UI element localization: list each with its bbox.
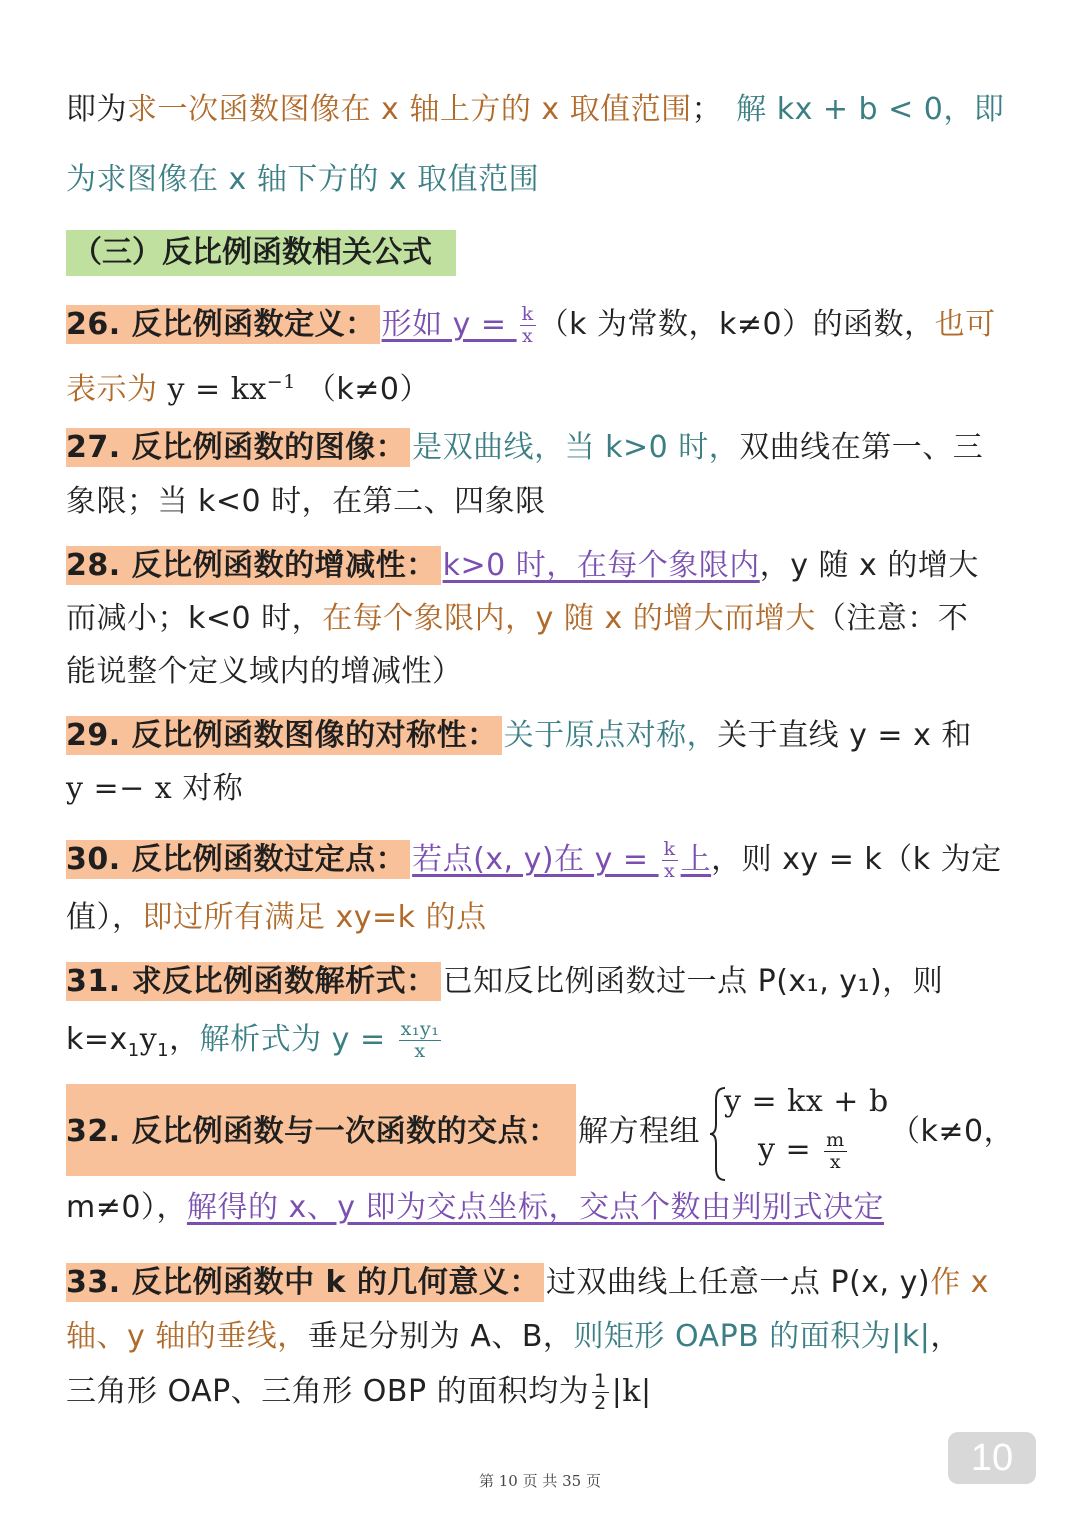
formula-31-title: 31. 求反比例函数解析式：	[66, 962, 441, 1001]
formula-30-point-text: 若点(x, y)在 y =	[412, 842, 659, 877]
formula-33-text-c: 轴、y 轴的垂线，	[66, 1319, 308, 1354]
formula-28-text-e: （注意：不	[815, 601, 969, 636]
subscript: 1	[127, 1040, 140, 1061]
formula-31-expr-text: 解析式为 y =	[199, 1022, 396, 1057]
intro-text: 即为	[66, 92, 127, 127]
formula-32-condition: （k≠0，	[890, 1114, 1015, 1149]
formula-33-fraction	[592, 1372, 609, 1413]
formula-30-line-2	[66, 896, 487, 940]
formula-26-condition: （k 为常数，k≠0）的函数，	[538, 307, 935, 342]
formula-26-line-2	[66, 360, 430, 412]
formula-28-title: 28. 反比例函数的增减性：	[66, 546, 441, 585]
formula-33-text-a: 过双曲线上任意一点 P(x, y)	[545, 1265, 931, 1300]
formula-26-alt-condition: （k≠0）	[295, 372, 430, 407]
formula-27-line-2: 象限；当 k<0 时，在第二、四象限	[66, 484, 546, 519]
formula-29-line-2: y =− x 对称	[66, 771, 244, 806]
formula-30-point	[412, 838, 712, 882]
formula-29-title: 29. 反比例函数图像的对称性：	[66, 716, 502, 755]
section-title: （三）反比例函数相关公式	[66, 230, 456, 276]
formula-27-title: 27. 反比例函数的图像：	[66, 428, 410, 467]
formula-30-line-1	[66, 838, 1002, 882]
formula-26-exponent: −1	[266, 371, 296, 393]
formula-33-abs-k: |k|	[611, 1374, 652, 1409]
formula-27-text-b: 双曲线在第一、三	[739, 430, 984, 465]
formula-32-fraction	[824, 1128, 847, 1173]
formula-26-expr-text: y = kx	[157, 372, 267, 407]
intro-highlight-text: 求一次函数图像在 x 轴上方的 x 取值范围	[127, 92, 692, 127]
formula-27-text-a: 是双曲线，当 k>0 时，	[412, 430, 740, 465]
formula-28-text-d: 在每个象限内，y 随 x 的增大而增大	[322, 601, 816, 636]
formula-33-line-3	[66, 1370, 652, 1414]
formula-31-punct: ，	[169, 1022, 200, 1057]
intro-line-2: 为求图像在 x 轴下方的 x 取值范围	[66, 162, 540, 197]
formula-30-title: 30. 反比例函数过定点：	[66, 840, 410, 879]
fraction-numerator: k	[663, 838, 676, 860]
formula-32-solve-label: 解方程组	[578, 1114, 700, 1149]
intro-solve-text: 解 kx + b < 0，即	[736, 92, 1005, 127]
formula-26-alt-expr	[158, 372, 296, 407]
formula-30-text-d: 值），	[66, 900, 143, 935]
formula-32-line-2	[66, 1186, 884, 1230]
formula-32-eq2	[758, 1128, 850, 1172]
formula-29-line-1	[66, 714, 972, 758]
fraction-numerator: 1	[594, 1370, 607, 1392]
formula-32-text-d: 解得的 x、y 即为交点坐标，交点个数由判别式决定	[186, 1190, 885, 1225]
formula-32-eq1: y = kx + b	[724, 1084, 889, 1119]
formula-30-text-c: ，则 xy = k（k 为定	[711, 842, 1002, 877]
fraction-denominator: x	[414, 1040, 426, 1062]
formula-28-line-2	[66, 597, 968, 641]
formula-33-text-e: 则矩形 OAPB 的面积为|k|	[573, 1319, 931, 1354]
formula-28-text-c: 而减小；k<0 时，	[66, 601, 323, 636]
formula-28-text-a: k>0 时，在每个象限内	[442, 548, 760, 583]
formula-32-eq2-text: y =	[758, 1132, 822, 1167]
formula-29-text-a: 关于原点对称，	[503, 718, 718, 753]
fraction-denominator: x	[829, 1150, 842, 1173]
fraction-denominator: x	[521, 325, 534, 347]
formula-26-alt-label: 表示为	[66, 372, 158, 407]
formula-30-fraction	[662, 840, 678, 881]
formula-31-text-a: 已知反比例函数过一点 P(x₁, y₁)，则	[442, 964, 944, 999]
intro-line-1	[66, 88, 1004, 132]
formula-28-text-b: ，y 随 x 的增大	[759, 548, 979, 583]
fraction-denominator: 2	[594, 1392, 607, 1414]
fraction-numerator: k	[521, 303, 534, 325]
fraction-denominator: x	[663, 860, 676, 882]
formula-33-text-b: 作 x	[930, 1265, 989, 1300]
page-footer: 第 10 页 共 35 页	[478, 1472, 601, 1490]
formula-31-y-text: y	[139, 1022, 158, 1057]
formula-32-text-c: m≠0），	[66, 1190, 187, 1225]
formula-33-text-d: 垂足分别为 A、B，	[307, 1319, 574, 1354]
formula-33-title: 33. 反比例函数中 k 的几何意义：	[66, 1263, 544, 1302]
formula-26-form	[381, 303, 539, 347]
formula-31-line-1	[66, 960, 943, 1004]
formula-27-line-1	[66, 426, 983, 470]
formula-31-k-text: k=x	[66, 1022, 128, 1057]
fraction-numerator: x₁y₁	[400, 1018, 440, 1040]
formula-31-fraction	[399, 1020, 442, 1061]
formula-26-form-text: 形如 y =	[381, 307, 517, 342]
formula-26-title: 26. 反比例函数定义：	[66, 305, 380, 344]
subscript: 1	[157, 1040, 170, 1061]
formula-28-line-3: 能说整个定义域内的增减性）	[66, 654, 463, 689]
formula-33-line-2	[66, 1315, 961, 1359]
formula-26-line-1	[66, 303, 996, 347]
formula-32-title: 32. 反比例函数与一次函数的交点：	[66, 1114, 559, 1149]
formula-30-text-e: 即过所有满足 xy=k 的点	[142, 900, 487, 935]
formula-26-fraction	[520, 305, 536, 346]
fraction-numerator: m	[826, 1128, 845, 1151]
formula-33-text-g: 三角形 OAP、三角形 OBP 的面积均为	[66, 1374, 590, 1409]
formula-33-line-1	[66, 1261, 989, 1305]
page-number-badge: 10	[948, 1432, 1036, 1484]
formula-28-line-1	[66, 544, 979, 588]
formula-29-text-b: 关于直线 y = x 和	[717, 718, 972, 753]
formula-30-on: 上	[680, 842, 712, 877]
formula-31-expression	[199, 1018, 445, 1062]
formula-31-line-2	[66, 1018, 444, 1073]
intro-punct: ；	[691, 92, 723, 127]
formula-26-also: 也可	[934, 307, 996, 342]
formula-33-punct: ，	[930, 1319, 961, 1354]
